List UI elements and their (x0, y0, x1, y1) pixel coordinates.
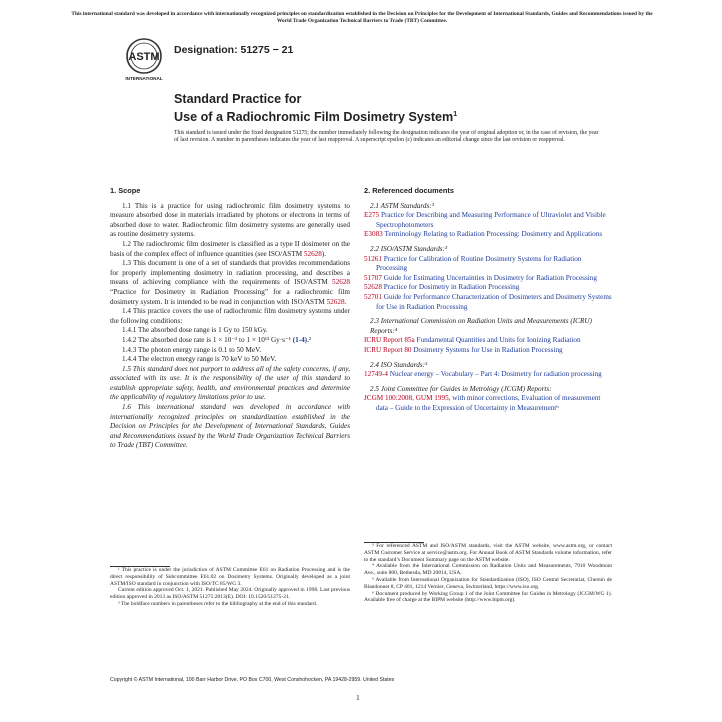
astm-logo-icon (122, 36, 166, 82)
footnote-3: ³ For referenced ASTM and ISO/ASTM standards, visit the ASTM website, www.astm.org, or contact ASTM Customer Service at service@astm.org. For Annual Book of ASTM Standards volume information, refer to the standard’s Document Summary page on the ASTM website. (364, 543, 612, 563)
refs-heading: 2. Referenced documents (364, 186, 454, 195)
top-notice: This international standard was developed in accordance with internationally recognized principles on standardization established in the Decision on Principles for the Development of International Standards, Guides and Recommendations issued by the World Trade Organization Technical Barriers to Trade (TBT) Committee. (71, 11, 653, 24)
reference-title-link[interactable]: Nuclear energy – Vocabulary – Part 4: Dosimetry for radiation processing (389, 370, 602, 379)
reference-code-link[interactable]: E275 (364, 211, 381, 220)
reference-title-link[interactable]: Practice for Calibration of Routine Dosimetry Systems for Radiation Processing (376, 254, 582, 273)
left-footnotes (110, 566, 350, 608)
right-footnotes (364, 542, 612, 604)
reference-title-link[interactable]: Terminology Relating to Radiation Processing: Dosimetry and Applications (384, 230, 603, 239)
designation: Designation: 51275 − 21 (174, 44, 294, 56)
link-52628[interactable]: 52628 (303, 249, 322, 258)
reference-item (364, 211, 612, 230)
reference-item (364, 370, 612, 380)
scope-heading: 1. Scope (110, 186, 141, 195)
astm-standards-heading: 2.1 ASTM Standards:³ (370, 201, 434, 210)
reference-title-link[interactable]: Fundamental Quantities and Units for Ionizing Radiation (416, 336, 581, 345)
right-column (364, 182, 612, 413)
footnote-6: ⁶ Document produced by Working Group 1 of the Joint Committee for Guides in Metrology (JCGM/WG 1). Available free of charge at the BIPM website (http://www.bipm.org). (364, 590, 612, 604)
reference-code-link[interactable]: E3083 (364, 230, 385, 239)
link-52628[interactable]: 52628 (332, 278, 351, 287)
icru-reports-heading: 2.3 International Commission on Radiation Units and Measurements (ICRU) Reports:⁴ (370, 317, 592, 335)
reference-code-link[interactable]: 51707 (364, 273, 384, 282)
reference-title-link[interactable]: Practice for Describing and Measuring Performance of Ultraviolet and Visible Spectrophotometers (376, 211, 606, 229)
reference-item (364, 346, 612, 356)
footnote-5: ⁵ Available from International Organization for Standardization (ISO), ISO Central Secretariat, Chemin de Blandonnet 8, CP 401, 1214 Vernier, Geneva, Switzerland, https://www.iso.org. (364, 576, 612, 590)
reference-code-link[interactable]: 12749-4 (364, 370, 390, 379)
reference-code-link[interactable]: JCGM 100:2008, GUM 1995, (364, 394, 453, 403)
footnote-1: ¹ This practice is under the jurisdiction of ASTM Committee E61 on Radiation Processing and is the direct responsibility of Subcommittee E61.02 on Dosimetry Systems. Originally developed as a joint ASTM/ISO standard in conjunction with ISO/TC 85/WG 3. (110, 567, 350, 587)
svg-text:INTERNATIONAL: INTERNATIONAL (125, 76, 163, 81)
para-1-5: 1.5 This standard does not purport to address all of the safety concerns, if any, associated with its use. It is the responsibility of the user of this standard to establish appropriate safety, health, and environmental practices and determine the applicability of regulatory limitations prior to use. (110, 364, 350, 402)
reference-title-link[interactable]: Guide for Estimating Uncertainties in Dosimetry for Radiation Processing (383, 273, 597, 282)
reference-code-link[interactable]: 52628 (364, 283, 384, 292)
reference-item (364, 394, 612, 413)
title-line-1: Standard Practice for (174, 92, 302, 106)
reference-item (364, 283, 612, 293)
astm-logo (122, 36, 166, 82)
para-1-4: 1.4 This practice covers the use of radiochromic film dosimetry systems under the following conditions: (110, 307, 350, 325)
document-title (174, 92, 457, 125)
para-1-4-4: 1.4.4 The electron energy range is 70 keV to 50 MeV. (122, 355, 277, 364)
reference-item (364, 255, 612, 274)
iso-astm-standards-heading: 2.2 ISO/ASTM Standards:³ (370, 244, 448, 253)
bib-link[interactable]: (1-4) (292, 335, 308, 344)
iso-standards-heading: 2.4 ISO Standards:⁵ (370, 360, 428, 369)
jcgm-reports-heading: 2.5 Joint Committee for Guides in Metrology (JCGM) Reports: (370, 384, 552, 393)
reference-code-link[interactable]: ICRU Report 80 (364, 345, 414, 354)
para-1-4-3: 1.4.3 The photon energy range is 0.1 to 50 MeV. (122, 345, 262, 354)
copyright-line: Copyright © ASTM International, 100 Barr Harbor Drive, PO Box C700, West Conshohocken, PA 19428-2959. United States (110, 677, 395, 683)
reference-item (364, 230, 612, 240)
para-1-6: 1.6 This international standard was developed in accordance with internationally recognized principles on standardization established in the Decision on Principles for the Development of International Standards, Guides and Recommendations issued by the World Trade Organization Technical Barriers to Trade (TBT) Committee. (110, 403, 350, 450)
reference-title-link[interactable]: with minor corrections, Evaluation of measurement data – Guide to the Expression of Uncertainty in Measurement⁶ (376, 394, 601, 412)
footnote-1b: Current edition approved Oct. 1, 2021. Published May 2024. Originally approved in 1998. Last previous edition approved in 2013 as ISO/ASTM 51275:2013(E). DOI: 10.1520/51275-21. (110, 587, 350, 601)
reference-title-link[interactable]: Guide for Performance Characterization of Dosimeters and Dosimetry Systems for Use in Radiation Processing (376, 292, 612, 311)
reference-code-link[interactable]: 51261 (364, 254, 384, 263)
left-column (110, 182, 350, 451)
reference-title-link[interactable]: Dosimetry Systems for Use in Radiation Processing (413, 345, 563, 354)
footnote-4: ⁴ Available from the International Commission on Radiation Units and Measurements, 7910 Woodmont Ave., suite 800, Bethesda, MD 20814, USA. (364, 563, 612, 577)
issued-note: This standard is issued under the fixed designation 51275; the number immediately following the designation indicates the year of original adoption or, in the case of revision, the year of last revision. A number in parentheses indicates the year of last reapproval. A superscript epsilon (ε) indicates an editorial change since the last revision or reapproval. (174, 130, 599, 144)
para-1-1: 1.1 This is a practice for using radiochromic film dosimetry systems to measure absorbed dose in materials irradiated by photons or electrons in terms of absorbed dose to water. Radiochromic film dosimetry systems are generally used as routine dosimetry systems. (110, 201, 350, 239)
reference-item (364, 336, 612, 346)
page-number: 1 (356, 693, 360, 702)
reference-item (364, 293, 612, 312)
para-1-4-1: 1.4.1 The absorbed dose range is 1 Gy to 150 kGy. (122, 326, 268, 335)
reference-item (364, 274, 612, 284)
para-1-3: 1.3 This document is one of a set of standards that provides recommendations for properly implementing dosimetry in radiation processing, and describes a means of achieving compliance with the requirements of ISO/ASTM 52628 “Practice for Dosimetry in Radiation Processing” for a radiochromic film dosimetry system. It is intended to be read in conjunction with ISO/ASTM 52628. (110, 259, 351, 306)
para-1-2: 1.2 The radiochromic film dosimeter is classified as a type II dosimeter on the basis of the complex effect of influence quantities (see ISO/ASTM 52628). (110, 239, 350, 258)
title-line-2: Use of a Radiochromic Film Dosimetry System$^1$ (174, 110, 458, 125)
footnote-2: ² The boldface numbers in parentheses refer to the bibliography at the end of this standard. (118, 600, 318, 607)
reference-code-link[interactable]: ICRU Report 85a (364, 336, 417, 345)
reference-title-link[interactable]: Practice for Dosimetry in Radiation Processing (383, 283, 520, 292)
para-1-4-2: 1.4.2 The absorbed dose rate is 1 × 10⁻² to 1 × 10¹³ Gy·s⁻¹ (1-4).² (122, 335, 312, 344)
svg-text:ASTM: ASTM (128, 51, 160, 63)
link-52628[interactable]: 52628 (326, 297, 345, 306)
reference-code-link[interactable]: 52701 (364, 292, 384, 301)
